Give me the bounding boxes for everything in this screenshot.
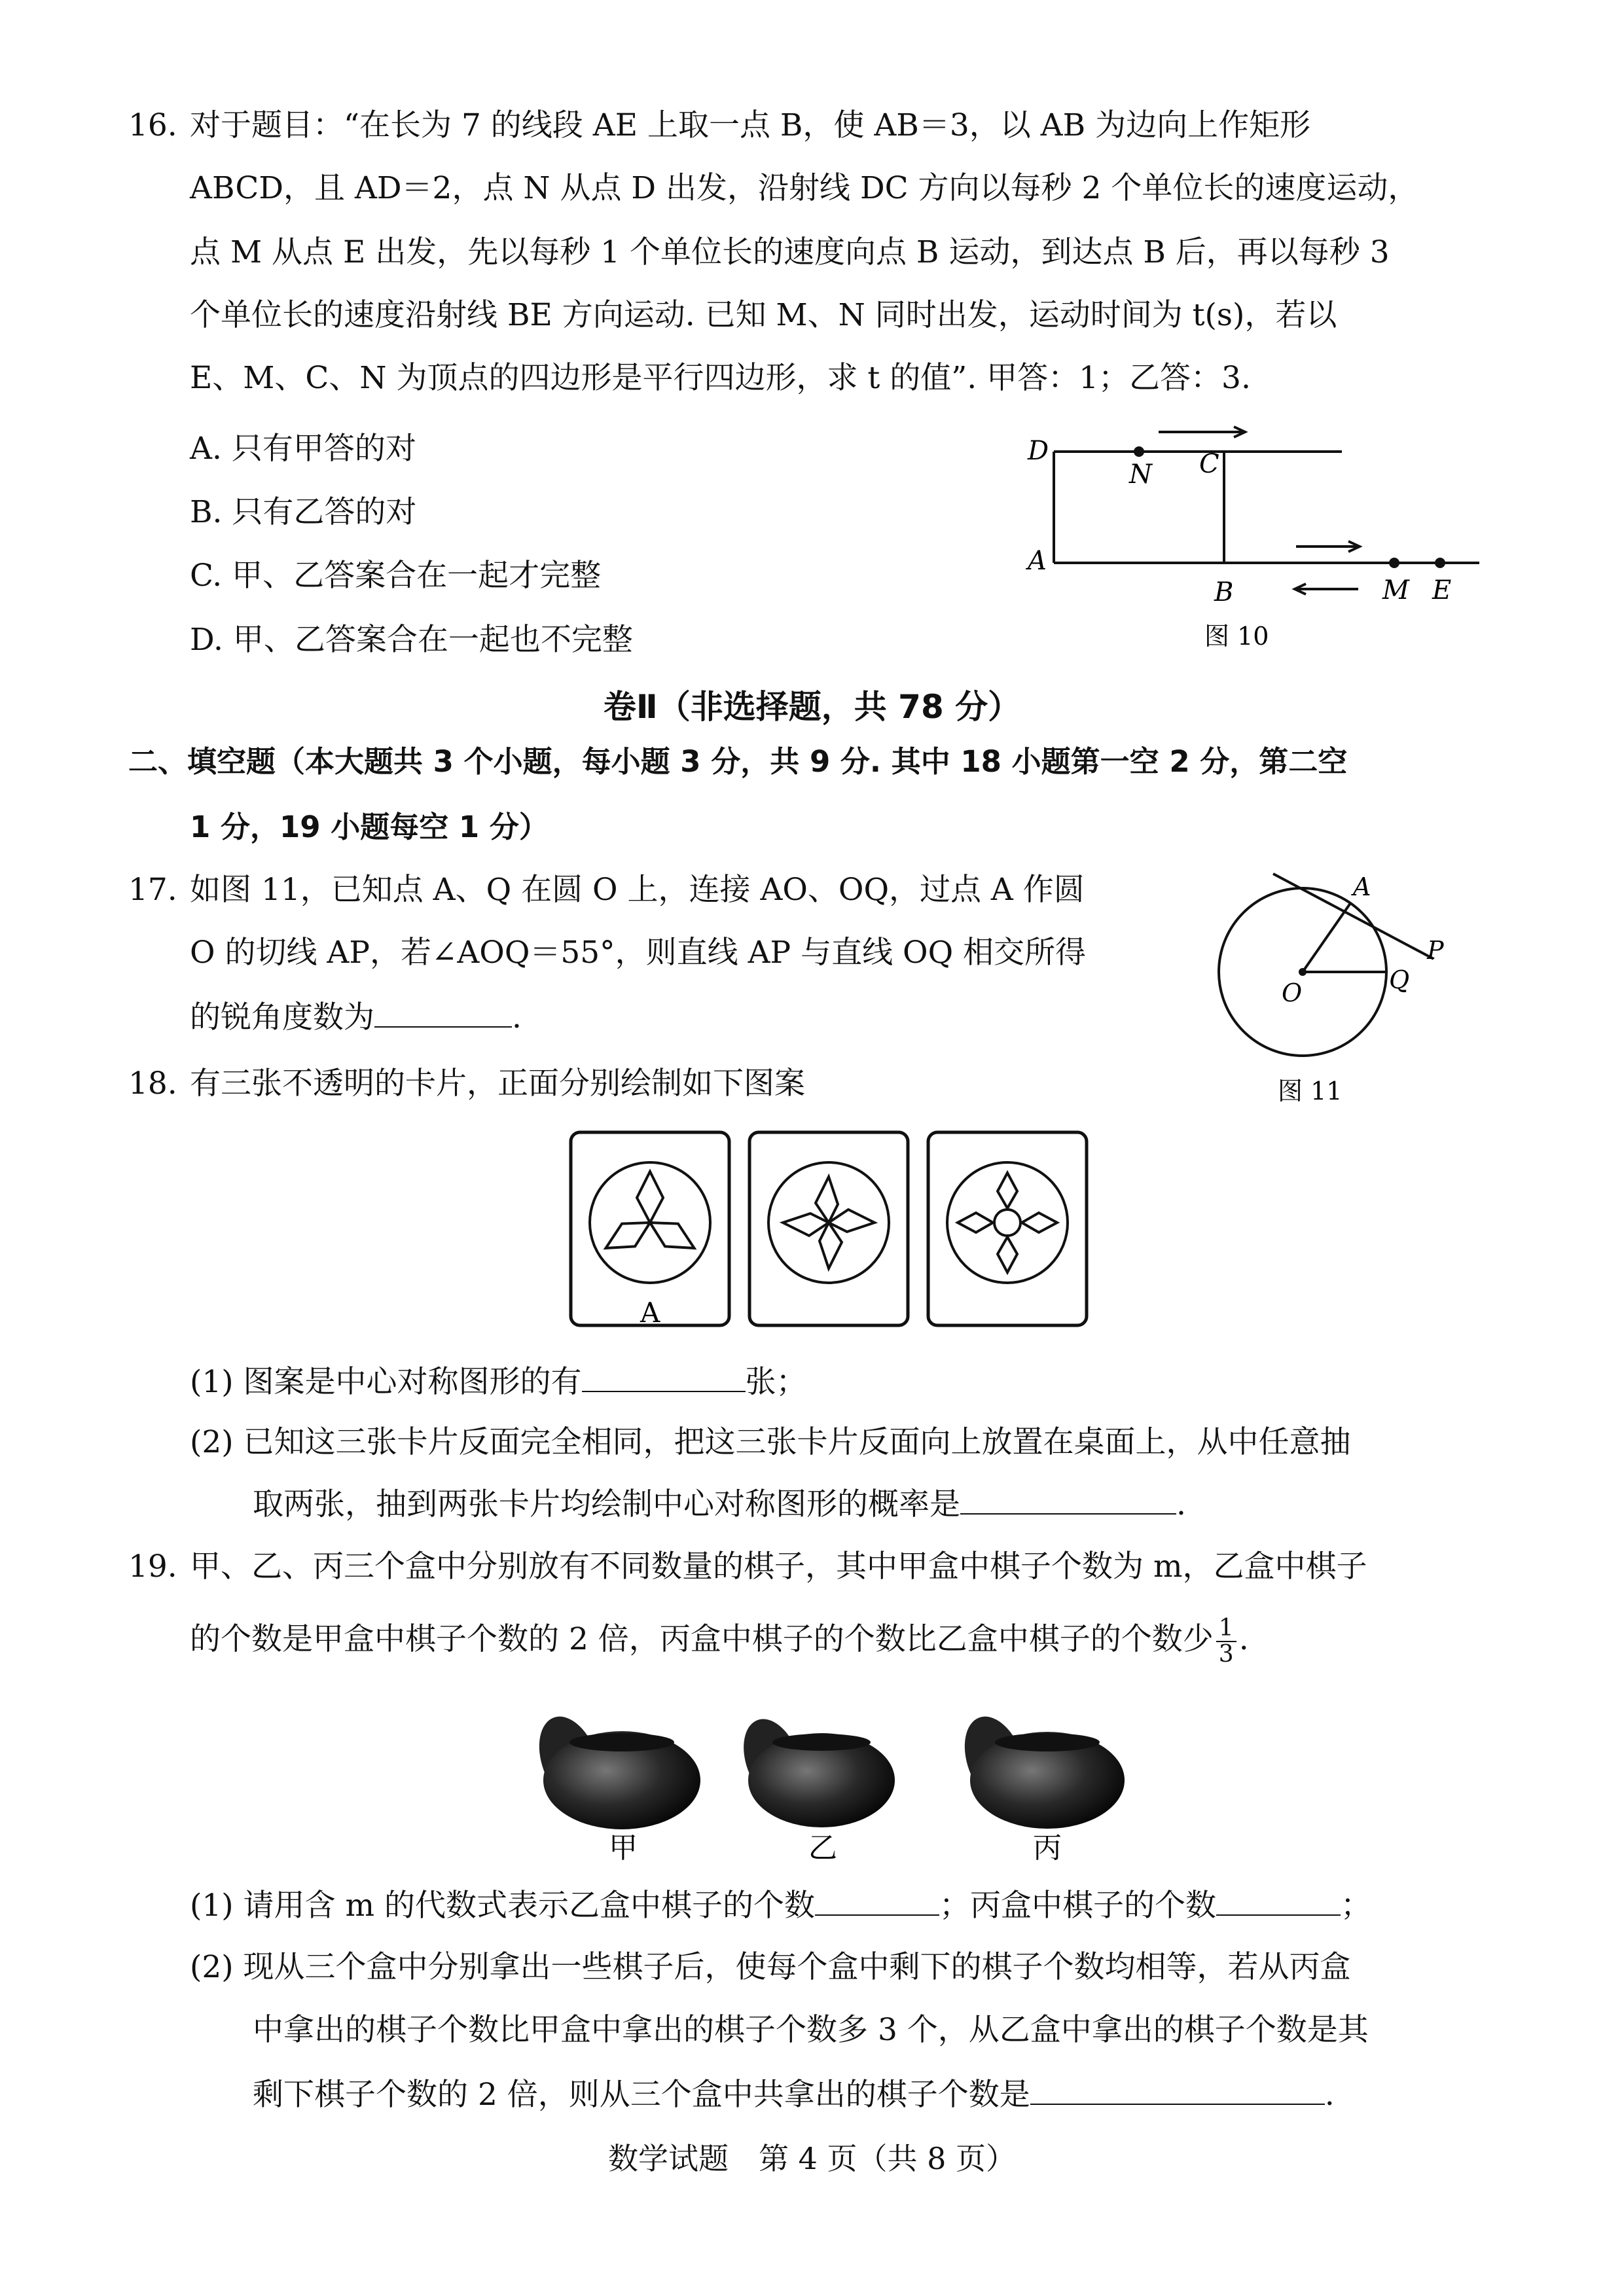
q17-line1: 如图 11，已知点 A、Q 在圆 O 上，连接 AO、OQ，过点 A 作圆 <box>190 872 1085 908</box>
fraction-numerator: 1 <box>1216 1616 1236 1642</box>
q17-number: 17. <box>128 872 177 908</box>
fig10-label-d: D <box>1028 436 1049 466</box>
cards-figure <box>563 1126 1100 1335</box>
q18-sub2-text: 已知这三张卡片反面完全相同，把这三张卡片反面向上放置在桌面上，从中任意抽 <box>243 1424 1351 1460</box>
go-box-bing <box>954 1708 1125 1865</box>
q16-option-c[interactable]: C. 甲、乙答案合在一起才完整 <box>190 558 602 594</box>
go-box-yi <box>733 1711 895 1865</box>
q18-number: 18. <box>128 1066 177 1102</box>
q19-line2 <box>190 1613 1249 1667</box>
fraction-one-third <box>1216 1616 1236 1667</box>
q16-line3: 点 M 从点 E 出发，先以每秒 1 个单位长的速度向点 B 运动，到达点 B 后，再以每秒 3 <box>190 234 1390 270</box>
q17-answer-blank[interactable] <box>374 1000 512 1028</box>
fig11-label-q: Q <box>1389 965 1410 994</box>
q18-sub1-blank[interactable] <box>582 1365 746 1392</box>
q19-line1: 甲、乙、丙三个盒中分别放有不同数量的棋子，其中甲盒中棋子个数为 m，乙盒中棋子 <box>190 1549 1367 1585</box>
fig10-label-c: C <box>1199 449 1219 479</box>
q19-sub2-end: . <box>1324 2077 1335 2113</box>
fig11-label-a: A <box>1353 872 1371 901</box>
q19-sub1 <box>190 1888 1371 1924</box>
q19-sub1-number: (1) <box>190 1888 234 1924</box>
fig10-label-e: E <box>1432 575 1452 605</box>
q19-sub2-text: 现从三个盒中分别拿出一些棋子后，使每个盒中剩下的棋子个数均相等，若从丙盒 <box>243 1949 1351 1985</box>
q16-number: 16. <box>128 107 177 143</box>
section-fill-blank-line2: 1 分，19 小题每空 1 分） <box>190 810 549 844</box>
fig11-label-o: O <box>1282 978 1303 1007</box>
card-1 <box>571 1132 729 1329</box>
card-2 <box>749 1132 908 1325</box>
q17-line3-end: . <box>512 999 522 1035</box>
q19-sub1-end: ； <box>1340 1888 1371 1924</box>
fraction-denominator: 3 <box>1218 1641 1234 1668</box>
q19-sub2-line3 <box>253 2077 1335 2113</box>
q18-sub1-text: 图案是中心对称图形的有 <box>243 1364 582 1400</box>
q16-line1: 对于题目：“在长为 7 的线段 AE 上取一点 B，使 AB＝3，以 AB 为边向上作矩形 <box>190 107 1311 143</box>
section-fill-blank-line1: 二、填空题（本大题共 3 个小题，每小题 3 分，共 9 分. 其中 18 小题第一空 2 分，第二空 <box>128 744 1348 779</box>
go-box-jia <box>528 1708 700 1865</box>
q17-line3-text: 的锐角度数为 <box>190 999 374 1035</box>
q16-option-d[interactable]: D. 甲、乙答案合在一起也不完整 <box>190 622 633 658</box>
q19-line2-end: . <box>1238 1621 1249 1657</box>
q19-sub1-text: 请用含 m 的代数式表示乙盒中棋子的个数 <box>243 1888 815 1924</box>
q18-sub2-line1 <box>190 1424 1351 1460</box>
go-box-label-bing: 丙 <box>1033 1831 1062 1865</box>
go-box-label-yi: 乙 <box>808 1831 837 1865</box>
card-3 <box>928 1132 1087 1325</box>
fig10-caption: 图 10 <box>1204 622 1269 651</box>
q16-option-a[interactable]: A. 只有甲答的对 <box>190 431 416 467</box>
go-boxes-figure <box>524 1702 1152 1865</box>
figure-10 <box>1008 412 1492 661</box>
fig11-label-p: P <box>1427 936 1444 965</box>
q18-line1: 有三张不透明的卡片，正面分别绘制如下图案 <box>190 1066 805 1102</box>
fig10-label-a: A <box>1028 546 1047 576</box>
q17-line3 <box>190 1000 522 1033</box>
q19-sub2-line2: 中拿出的棋子个数比甲盒中拿出的棋子个数多 3 个，从乙盒中拿出的棋子个数是其 <box>253 2012 1369 2048</box>
q19-sub1-mid: ；丙盒中棋子的个数 <box>939 1888 1216 1924</box>
q16-option-b[interactable]: B. 只有乙答的对 <box>190 494 417 530</box>
fig10-label-n: N <box>1129 459 1152 490</box>
q19-sub1-blank-yi[interactable] <box>815 1888 939 1916</box>
q19-sub2-line1 <box>190 1949 1351 1985</box>
part2-title: 卷Ⅱ（非选择题，共 78 分） <box>603 688 1021 726</box>
q18-sub1-end: 张； <box>745 1364 807 1400</box>
q18-sub2-end: . <box>1176 1486 1186 1522</box>
q18-sub1 <box>190 1364 807 1400</box>
q18-sub2-number: (2) <box>190 1424 234 1460</box>
figure-11 <box>1204 851 1492 1126</box>
q17-line2: O 的切线 AP，若∠AOQ＝55°，则直线 AP 与直线 OQ 相交所得 <box>190 935 1087 971</box>
q19-sub2-line3-text: 剩下棋子个数的 2 倍，则从三个盒中共拿出的棋子个数是 <box>253 2077 1030 2113</box>
fig10-label-m: M <box>1382 575 1409 605</box>
q16-line5: E、M、C、N 为顶点的四边形是平行四边形，求 t 的值”. 甲答：1；乙答：3. <box>190 360 1251 396</box>
q19-sub1-blank-bing[interactable] <box>1216 1888 1341 1916</box>
q18-sub2-line2-text: 取两张，抽到两张卡片均绘制中心对称图形的概率是 <box>253 1486 960 1522</box>
q18-sub1-number: (1) <box>190 1364 234 1400</box>
go-box-label-jia: 甲 <box>609 1831 638 1865</box>
q19-number: 19. <box>128 1549 177 1585</box>
card-1-mark: A <box>640 1297 660 1329</box>
q19-sub2-number: (2) <box>190 1949 234 1985</box>
fig10-label-b: B <box>1214 577 1234 607</box>
fig11-caption: 图 11 <box>1278 1077 1343 1105</box>
page-footer: 数学试题 第 4 页（共 8 页） <box>607 2141 1017 2176</box>
q16-line2: ABCD，且 AD＝2，点 N 从点 D 出发，沿射线 DC 方向以每秒 2 个单位长的速度运动， <box>190 170 1419 206</box>
q18-sub2-blank[interactable] <box>960 1487 1176 1515</box>
q18-sub2-line2 <box>253 1487 1186 1520</box>
q19-line2-text: 的个数是甲盒中棋子个数的 2 倍，丙盒中棋子的个数比乙盒中棋子的个数少 <box>190 1621 1214 1657</box>
q16-line4: 个单位长的速度沿射线 BE 方向运动. 已知 M、N 同时出发，运动时间为 t(s)，若以 <box>190 297 1337 333</box>
q19-sub2-blank[interactable] <box>1030 2077 1325 2105</box>
